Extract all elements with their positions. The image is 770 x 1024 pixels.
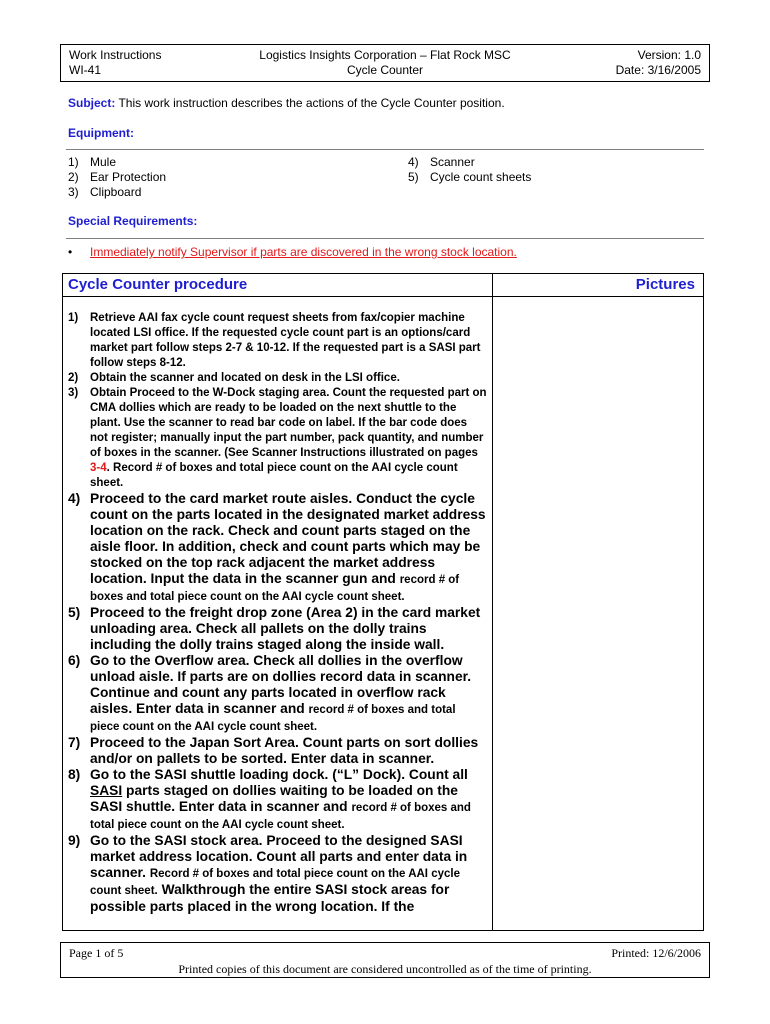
subject-text: This work instruction describes the actions of the Cycle Counter position. [118, 96, 505, 110]
step-6: 6) Go to the Overflow area. Check all dollies in the overflow unload aisle. If parts are on dollies record data in scanner. Continue and count any parts located in overflow rack aisles. Enter data in scanner and record # of boxes and total piece count on the AAI cycle count sheet. [68, 653, 472, 733]
procedure-steps [68, 311, 488, 915]
list-item: 5) Cycle count sheets [408, 170, 532, 184]
step-5: 5) Proceed to the freight drop zone (Area 2) in the card market unloading area. Check all pallets on the dolly trains including the dolly trains staged along the inside wall. [68, 605, 481, 652]
column-divider [492, 274, 493, 930]
list-item: 1) Mule [68, 155, 117, 169]
page-number: Page 1 of 5 [69, 946, 124, 960]
header-divider [63, 296, 703, 297]
page-reference: 3-4 [90, 462, 107, 474]
equipment-list-right [408, 155, 531, 185]
bullet: • [68, 245, 73, 259]
equipment-heading: Equipment: [68, 126, 134, 140]
subject-label: Subject: [68, 96, 116, 110]
step-9: 9) Go to the SASI stock area. Proceed to the designed SASI market address location. Count all parts and enter data in scanner. Record # of boxes and total piece count on the AAI cycle count sheet. Walkthrough the entire SASI stock areas for possible parts placed in the wrong location. If the [68, 833, 468, 914]
special-requirements-heading: Special Requirements: [68, 214, 198, 228]
document-date: Date: 3/16/2005 [615, 63, 701, 77]
version: Version: 1.0 [637, 48, 701, 62]
equipment-list-left [68, 155, 166, 200]
special-divider [66, 238, 704, 239]
subject-line [68, 96, 505, 110]
uncontrolled-notice: Printed copies of this document are considered uncontrolled as of the time of printing. [178, 962, 592, 976]
step-8: 8) Go to the SASI shuttle loading dock. (“L” Dock). Count all SASI parts staged on dollies waiting to be loaded on the SASI shuttle. Enter data in scanner and record # of boxes and total piece count on the AAI cycle count sheet. [68, 767, 471, 831]
step-1: 1) Retrieve AAI fax cycle count request sheets from fax/copier machine located LSI office. If the requested cycle count part is an options/card market part follow steps 2-7 & 10-12. If the requested part is a SASI part follow steps 8-12. [68, 312, 481, 369]
document-id: WI-41 [69, 63, 102, 77]
list-item: 3) Clipboard [68, 185, 142, 199]
company-name: Logistics Insights Corporation – Flat Rock MSC [259, 48, 511, 62]
pictures-column-header: Pictures [635, 276, 695, 293]
position-title: Cycle Counter [346, 63, 424, 77]
printed-date: Printed: 12/6/2006 [611, 946, 701, 960]
equipment-divider [66, 149, 704, 150]
step-4: 4) Proceed to the card market route aisles. Conduct the cycle count on the parts located in the designated market address location on the rack. Check and count parts staged on the aisle floor. In addition, check and count parts which may be stocked on the top rack adjacent the market address location. Input the data in the scanner gun and record # of boxes and total piece count on the AAI cycle count sheet. [68, 491, 486, 603]
document-footer [60, 942, 710, 978]
step-3: 3) Obtain Proceed to the W-Dock staging area. Count the requested part on CMA dollies which are ready to be loaded on the next shuttle to the plant. Use the scanner to read bar code on label. If the bar code does not register; manually input the part number, pack quantity, and number of boxes in the scanner. (See Scanner Instructions illustrated on pages 3-4. Record # of boxes and total piece count on the AAI cycle count sheet. [68, 387, 487, 489]
special-requirement-text: Immediately notify Supervisor if parts are discovered in the wrong stock location. [90, 245, 517, 259]
step-7: 7) Proceed to the Japan Sort Area. Count parts on sort dollies and/or on pallets to be sorted. Enter data in scanner. [68, 735, 479, 766]
document-header [60, 44, 710, 82]
list-item: 2) Ear Protection [68, 170, 167, 184]
procedure-column-header: Cycle Counter procedure [68, 276, 248, 293]
special-requirement-item [68, 245, 517, 259]
list-item: 4) Scanner [408, 155, 475, 169]
work-instructions-label: Work Instructions [69, 48, 162, 62]
step-2: 2) Obtain the scanner and located on desk in the LSI office. [68, 372, 400, 384]
